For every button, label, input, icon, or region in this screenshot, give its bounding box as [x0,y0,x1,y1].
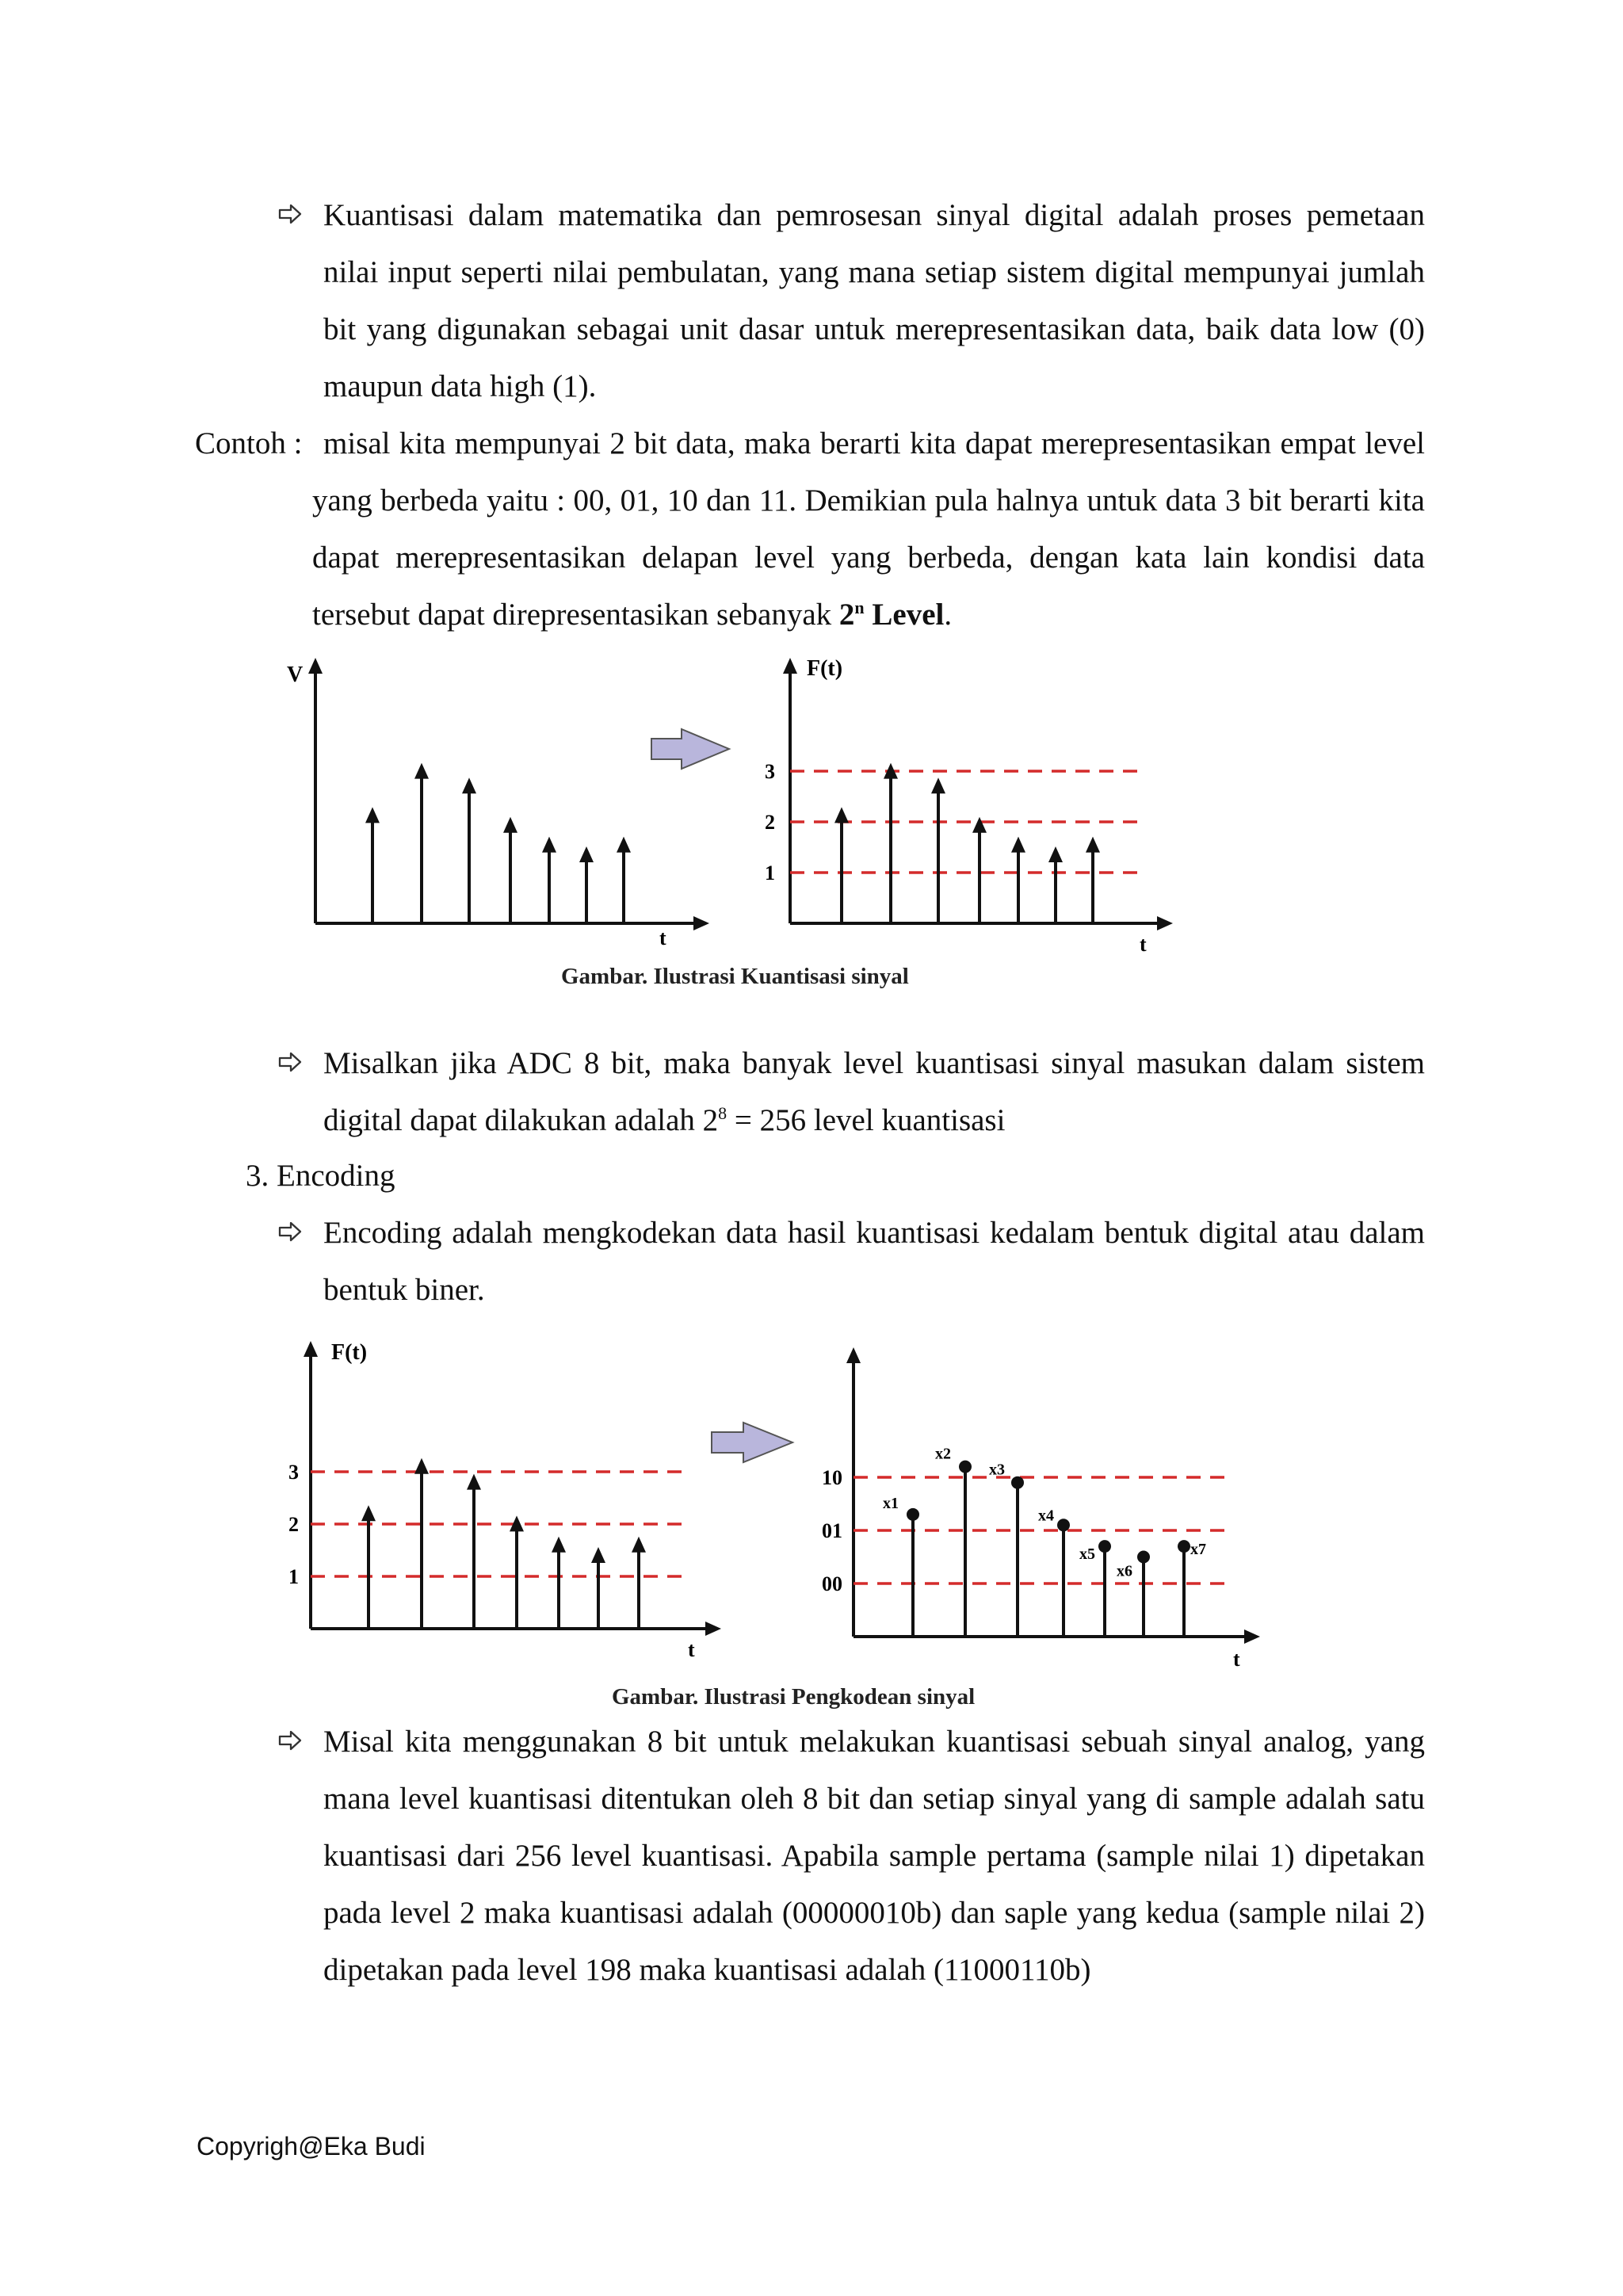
axis-label-t-right: t [1140,933,1147,956]
fig2-right-dot-7 [1178,1540,1190,1553]
fig2-right-dot-3 [1011,1477,1024,1489]
stems-right [834,763,1100,923]
figure-kuantisasi [285,650,1189,999]
contoh-label: Contoh : [195,426,303,460]
axis-label-ft: F(t) [807,656,843,681]
encoding-heading: 3. Encoding [246,1159,395,1193]
fig1-left-stem-head-1 [365,807,380,823]
fig2-right-dot-1 [907,1508,919,1521]
sample-label-x2: x2 [935,1445,951,1463]
paragraph-misal: Misal kita menggunakan 8 bit untuk melakukan kuantisasi sebuah sinyal analog, yang mana level kuantisasi ditentukan oleh 8 bit dan setiap sinyal yang di sample adalah satu kuantisasi dari 256 level kuantisasi. Apabila sample pertama (sample nilai 1) dipetakan pada level 2 maka kuantisasi adalah (00000010b) dan saple yang kedua (sample nilai 2) dipetakan pada level 198 maka kuantisasi adalah (11000110b) [323,1725,1425,1987]
fig2-right-level-label-10: 10 [822,1466,842,1489]
fig1-left-stem-head-6 [579,846,594,862]
sample-label-x4: x4 [1038,1507,1054,1525]
fig2-right-dot-2 [959,1461,972,1473]
fig2-left-stem-head-6 [591,1547,605,1563]
fig2-left-level-label-2: 2 [288,1513,299,1536]
fig2-left-stem-head-1 [361,1505,376,1521]
paragraph-misalkan: Misalkan jika ADC 8 bit, maka banyak level kuantisasi sinyal masukan dalam sistem digital dapat dilakukan adalah $2^8 = 256$ level kuantisasi [323,1046,1425,1137]
fig1-right-stem-head-7 [1086,837,1100,853]
fig1-right-stem-head-1 [834,807,849,823]
arrow-right-icon [277,1049,303,1075]
contoh-text: misal kita mempunyai 2 bit data, maka berarti kita dapat merepresentasikan empat level yang berbeda yaitu : 00, 01, 10 dan 11. Demikian pula halnya untuk data 3 bit berarti kita dapat merepresentasikan delapan level yang berbeda, dengan kata lain kondisi data tersebut dapat direpresentasikan sebanyak [312,426,1425,632]
axis-label-ft-2: F(t) [331,1340,368,1365]
fig2-right-dot-5 [1098,1540,1111,1553]
power-of-two: 2$^n$ Level [838,598,945,632]
fig2-left-level-label-3: 3 [288,1461,299,1484]
fig1-left-stem-head-5 [542,837,556,853]
sample-label-x7: x7 [1190,1541,1206,1559]
fig1-right-stem-head-6 [1048,846,1063,862]
axis-label-v: V [287,663,304,687]
fig2-right-dot-4 [1057,1519,1070,1531]
axis-label-t-3: t [1233,1648,1240,1671]
sample-label-x6: x6 [1117,1562,1132,1580]
fig1-right-level-label-2: 2 [765,811,775,834]
stems-left [365,763,631,923]
footer-copyright: Copyrigh@Eka Budi [197,2132,426,2160]
fig2-left-level-label-1: 1 [288,1565,299,1588]
paragraph-encoding: Encoding adalah mengkodekan data hasil kuantisasi kedalam bentuk digital atau dalam bentuk biner. [323,1216,1425,1307]
axis-label-t-2: t [688,1638,695,1661]
fig1-left-stem-head-4 [503,817,517,833]
fig2-left-stem-head-7 [632,1537,646,1553]
axis-label-t: t [659,926,666,949]
fig1-left-stem-head-7 [617,837,631,853]
arrow-right-icon [277,1728,303,1753]
fig1-right-stem-head-5 [1011,837,1025,853]
figure1-caption: Gambar. Ilustrasi Kuantisasi sinyal [561,964,909,989]
fig2-right-dot-6 [1137,1551,1150,1564]
fig2-left-stem-head-5 [552,1537,566,1553]
paragraph-kuantisasi: Kuantisasi dalam matematika dan pemrosesan sinyal digital adalah proses pemetaan nilai input seperti nilai pembulatan, yang mana setiap sistem digital mempunyai jumlah bit yang digunakan sebagai unit dasar untuk merepresentasikan data, baik data low (0) maupun data high (1). [323,198,1425,403]
arrow-right-icon [277,1219,303,1244]
sample-label-x5: x5 [1079,1545,1095,1564]
arrow-right-icon [277,201,303,227]
fig1-right-stem-head-3 [931,777,945,793]
fig2-left-stem-head-2 [414,1458,429,1474]
sample-label-x3: x3 [989,1461,1005,1479]
block-arrow-icon [712,1423,792,1462]
fig2-right-level-label-01: 01 [822,1519,842,1542]
paragraph-contoh: misal kita mempunyai 2 bit data, maka berarti kita dapat merepresentasikan empat level yang berbeda yaitu : 00, 01, 10 dan 11. Demikian pula halnya untuk data 3 bit berarti kita dapat merepresentasikan delapan level yang berbeda, dengan kata lain kondisi data tersebut dapat direpresentasikan sebanyak 2$^n$ Level. [312,426,1425,632]
fig2-left-stem-head-3 [467,1474,481,1490]
fig1-left-stem-head-2 [414,763,429,779]
fig1-left-stem-head-3 [462,777,476,793]
figure-pengkodean [285,1331,1284,1696]
figure2-caption: Gambar. Ilustrasi Pengkodean sinyal [612,1684,976,1710]
fig1-right-level-label-1: 1 [765,861,775,884]
block-arrow-icon [651,729,729,769]
fig1-right-stem-head-4 [972,817,987,833]
sample-label-x1: x1 [883,1494,899,1512]
fig2-right-level-label-00: 00 [822,1572,842,1595]
fig1-right-level-label-3: 3 [765,760,775,783]
